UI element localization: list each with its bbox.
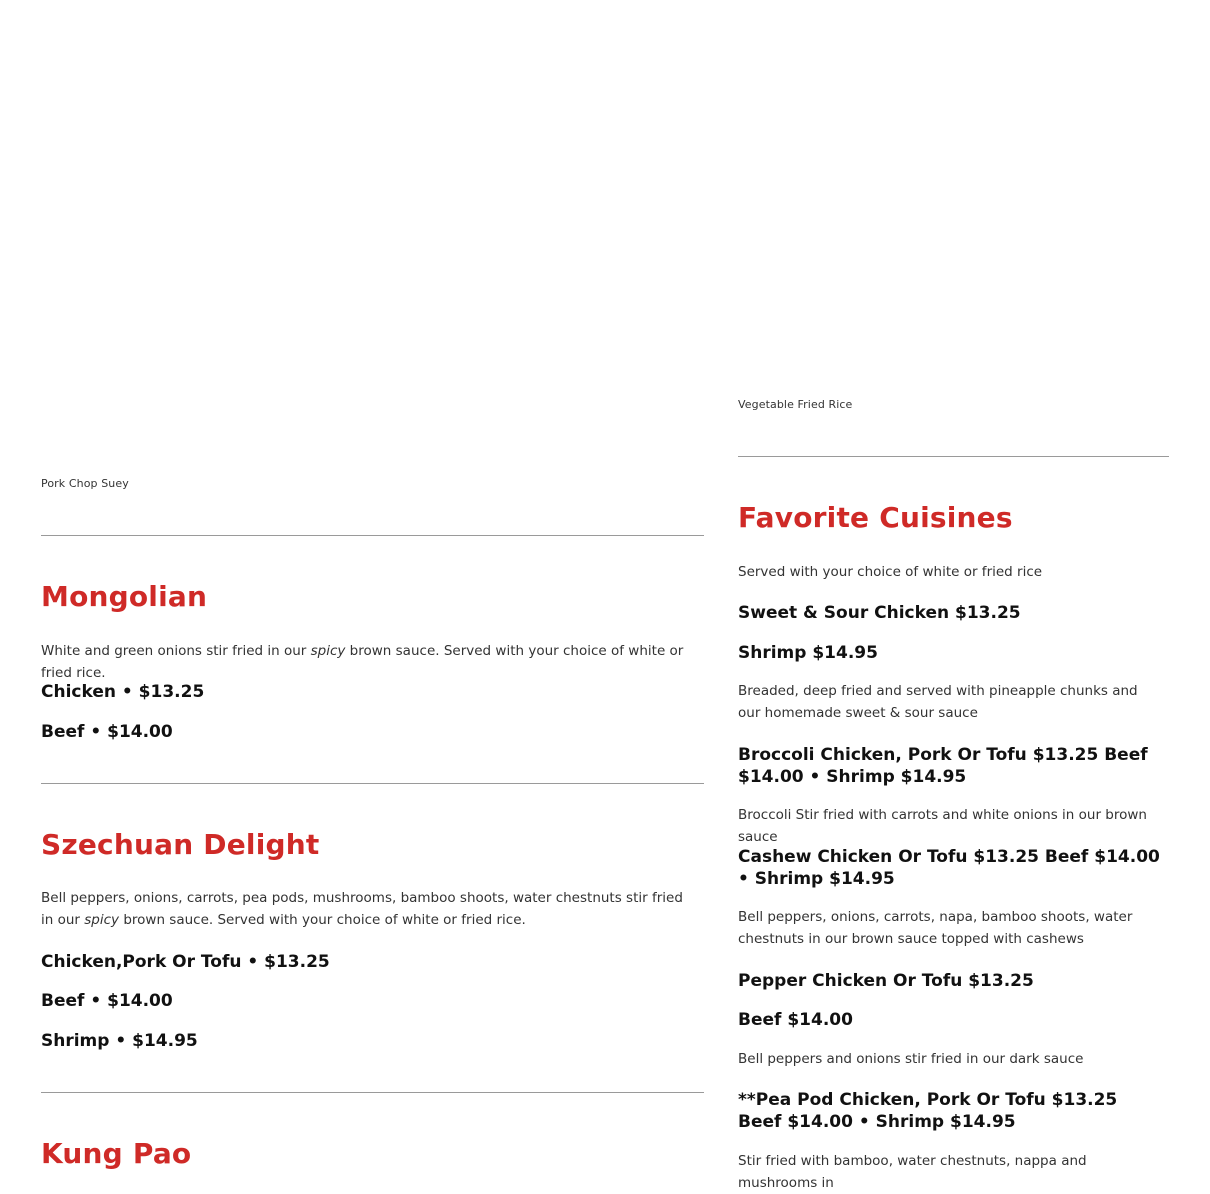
section-desc-favorite-cuisines: Served with your choice of white or fried rice xyxy=(738,564,1043,580)
menu-item-pepper-beef: Beef $14.00 xyxy=(738,1010,853,1030)
section-desc-mongolian: White and green onions stir fried in our spicy brown sauce. Served with your choice of white or fried rice. xyxy=(41,643,684,681)
menu-item-pea-pod: **Pea Pod Chicken, Pork Or Tofu $13.25 Beef $14.00 • Shrimp $14.95 xyxy=(738,1090,1118,1132)
menu-item-sweet-sour-shrimp: Shrimp $14.95 xyxy=(738,643,878,663)
menu-item-desc-broccoli: Broccoli Stir fried with carrots and white onions in our brown sauce xyxy=(738,807,1147,845)
section-title-mongolian: Mongolian xyxy=(41,580,208,613)
menu-item-mongolian-beef: Beef • $14.00 xyxy=(41,722,173,742)
menu-item-desc-sweet-sour: Breaded, deep fried and served with pineapple chunks and our homemade sweet & sour sauce xyxy=(738,683,1138,721)
menu-item-szechuan-chicken-pork-tofu: Chicken,Pork Or Tofu • $13.25 xyxy=(41,952,330,972)
menu-item-pepper-chicken-tofu: Pepper Chicken Or Tofu $13.25 xyxy=(738,971,1034,991)
section-desc-szechuan-delight: Bell peppers, onions, carrots, pea pods, mushrooms, bamboo shoots, water chestnuts stir fried in our spicy brown sauce. Served with your choice of white or fried rice. xyxy=(41,890,683,928)
menu-item-cashew: Cashew Chicken Or Tofu $13.25 Beef $14.00 • Shrimp $14.95 xyxy=(738,847,1160,889)
section-title-szechuan-delight: Szechuan Delight xyxy=(41,828,320,861)
divider xyxy=(41,783,704,784)
menu-item-desc-pea-pod: Stir fried with bamboo, water chestnuts, nappa and mushrooms in xyxy=(738,1153,1087,1191)
menu-item-desc-cashew: Bell peppers, onions, carrots, napa, bamboo shoots, water chestnuts in our brown sauce topped with cashews xyxy=(738,909,1133,947)
menu-item-desc-pepper: Bell peppers and onions stir fried in our dark sauce xyxy=(738,1051,1084,1067)
section-title-kung-pao: Kung Pao xyxy=(41,1137,192,1170)
divider xyxy=(41,1092,704,1093)
photo-caption-pork-chop-suey: Pork Chop Suey xyxy=(41,477,129,490)
menu-item-szechuan-shrimp: Shrimp • $14.95 xyxy=(41,1031,198,1051)
menu-item-szechuan-beef: Beef • $14.00 xyxy=(41,991,173,1011)
divider xyxy=(41,535,704,536)
divider xyxy=(738,456,1169,457)
section-title-favorite-cuisines: Favorite Cuisines xyxy=(738,501,1013,534)
menu-item-mongolian-chicken: Chicken • $13.25 xyxy=(41,682,205,702)
menu-item-broccoli: Broccoli Chicken, Pork Or Tofu $13.25 Beef $14.00 • Shrimp $14.95 xyxy=(738,745,1148,787)
photo-caption-vegetable-fried-rice: Vegetable Fried Rice xyxy=(738,398,853,411)
menu-item-sweet-sour-chicken: Sweet & Sour Chicken $13.25 xyxy=(738,603,1021,623)
